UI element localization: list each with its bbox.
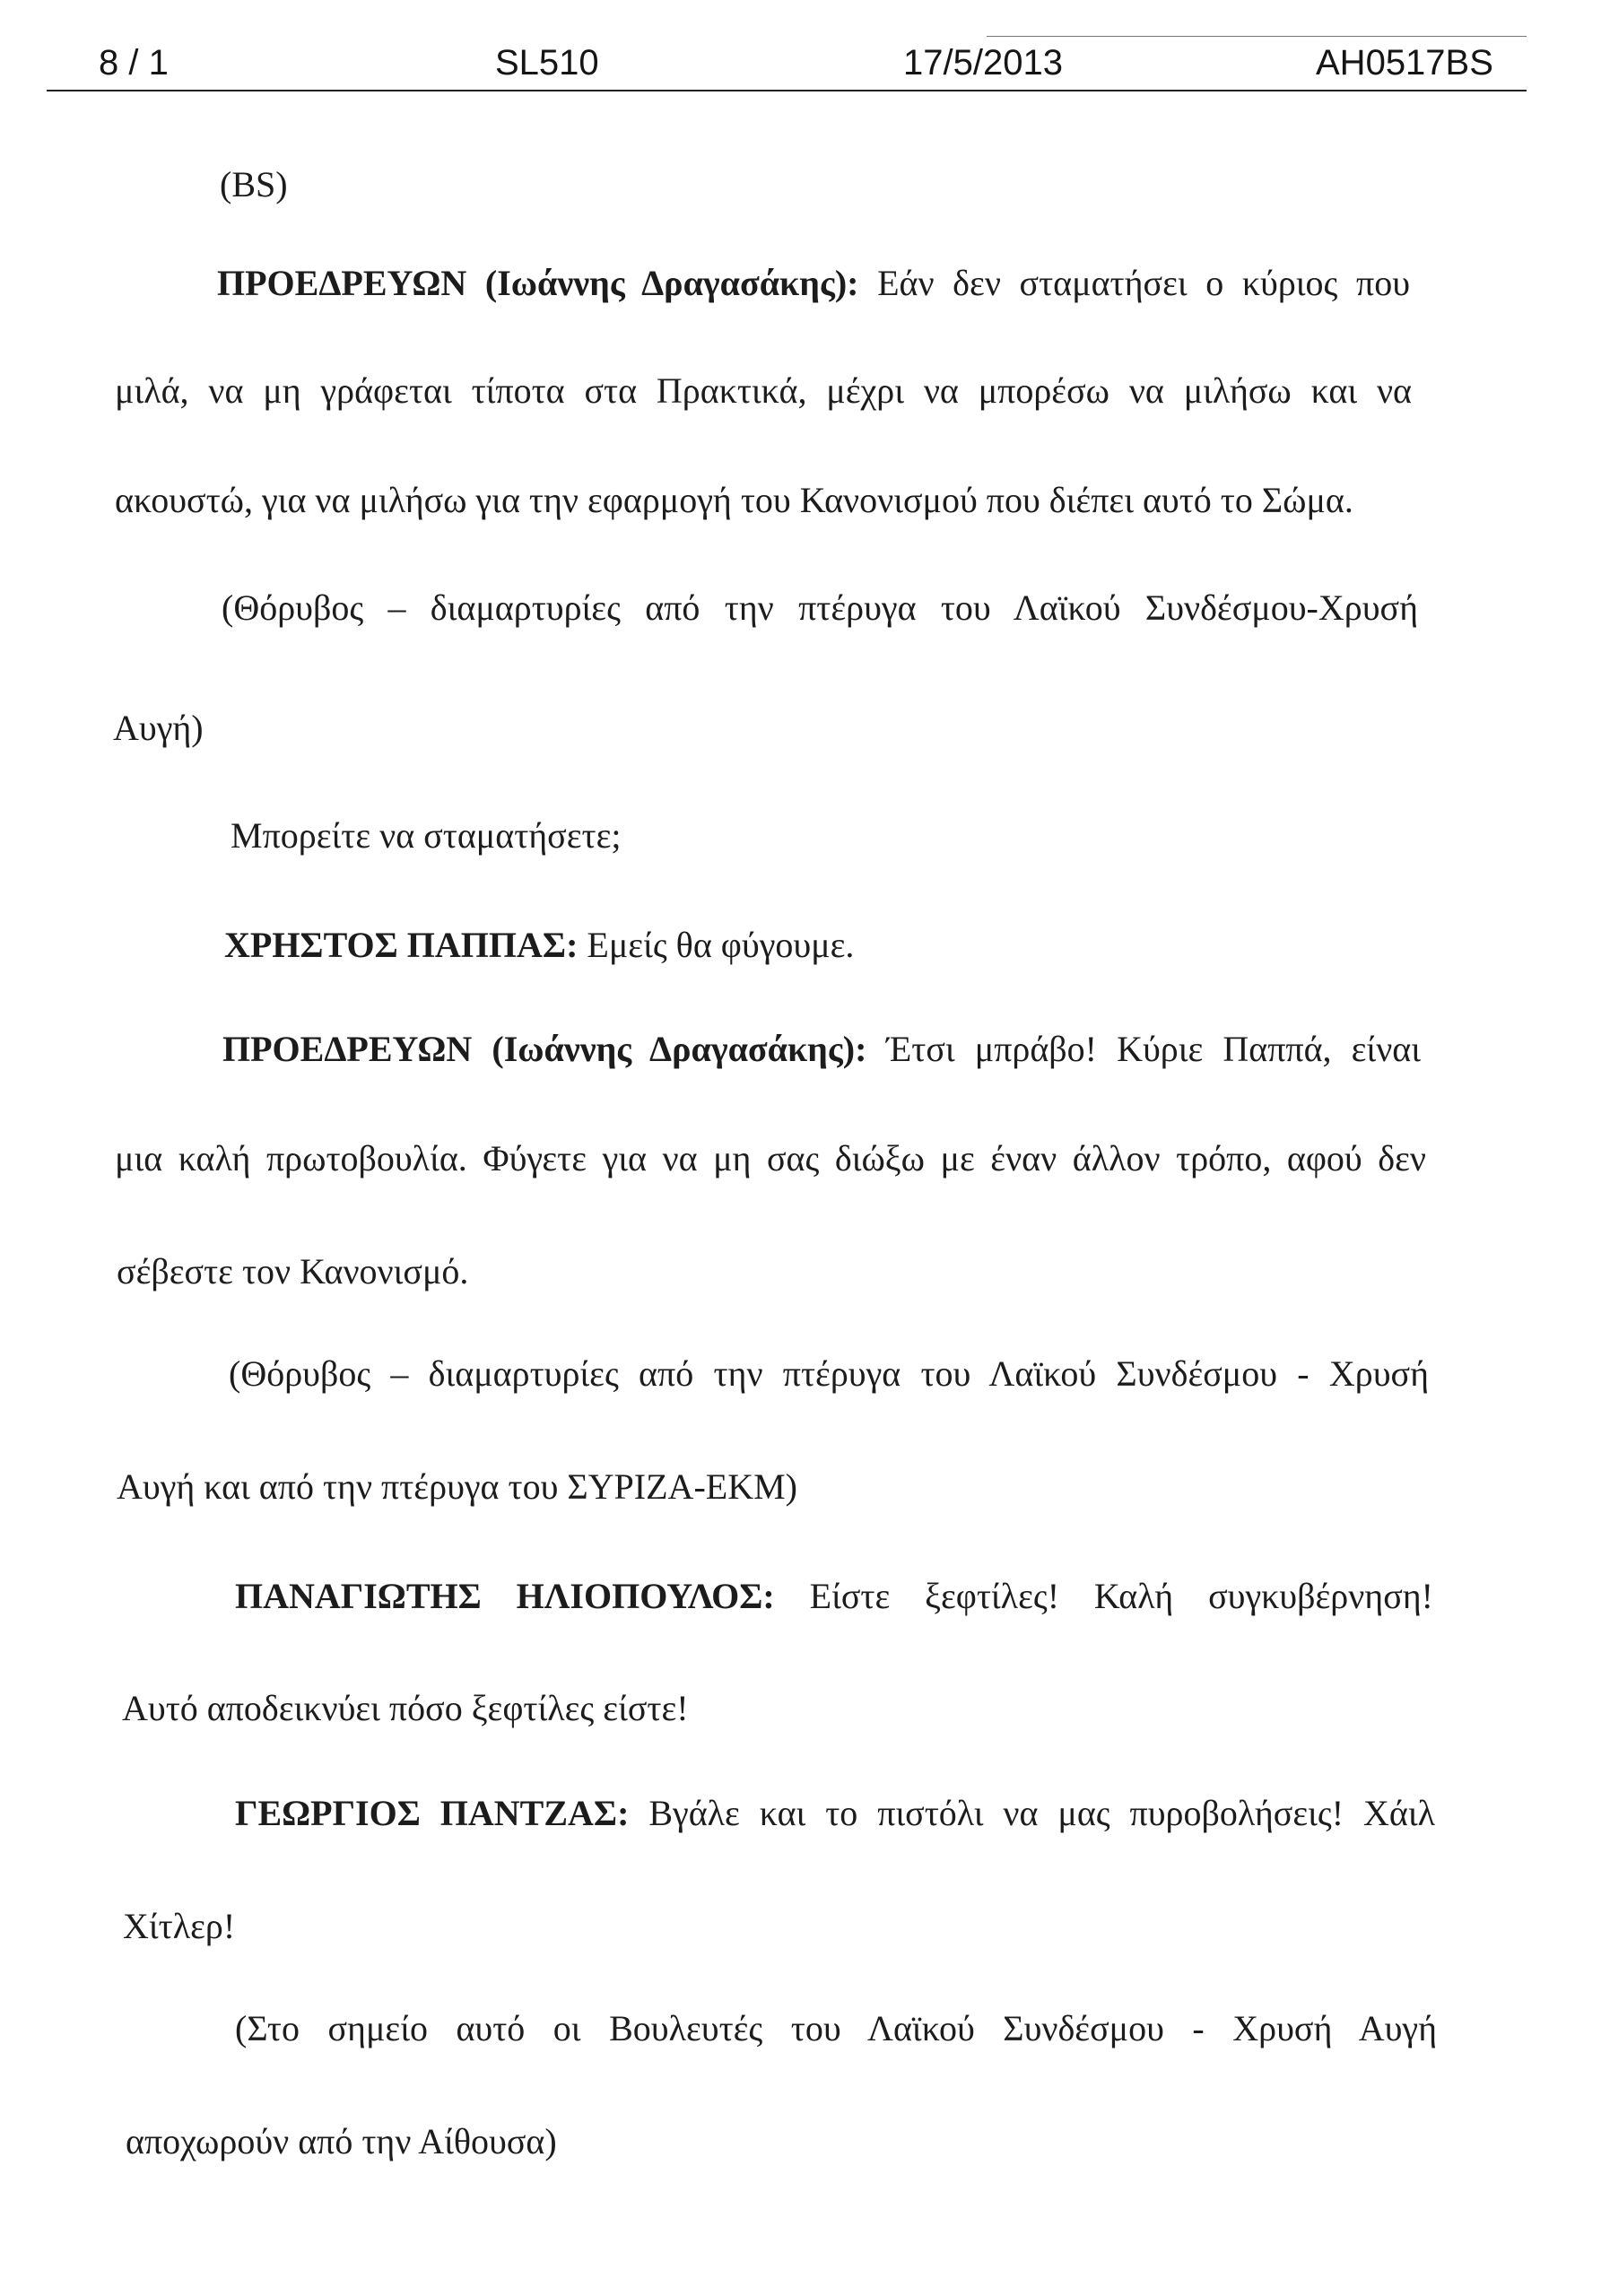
speech-text: Βγάλε και το πιστόλι να μας πυροβολήσεις! Χάιλ — [648, 1793, 1436, 1833]
header-rule — [47, 90, 1527, 91]
speech-text: Εμείς θα φύγουμε. — [587, 925, 855, 965]
speaker-name: ΠΡΟΕΔΡΕΥΩΝ (Ιωάννης Δραγασάκης): — [222, 1029, 867, 1069]
paragraph-line: Αυτό αποδεικνύει πόσο ξεφτίλες είστε! — [122, 1688, 689, 1728]
paragraph-line: Μπορείτε να σταματήσετε; — [231, 815, 622, 856]
header-date: 17/5/2013 — [903, 43, 1063, 83]
page-number: 8 / 1 — [99, 43, 169, 83]
speaker-name: ΓΕΩΡΓΙΟΣ ΠΑΝΤΖΑΣ: — [235, 1793, 630, 1833]
paragraph-line: ακουστώ, για να μιλήσω για την εφαρμογή του Κανονισμού που διέπει αυτό το Σώμα. — [115, 480, 1353, 520]
paragraph-line: σέβεστε τον Κανονισμό. — [117, 1251, 469, 1292]
paragraph-line — [235, 1578, 1433, 1614]
procedural-note-line: (Στο σημείο αυτό οι Βουλευτές του Λαϊκού Συνδέσμου - Χρυσή Αυγή — [235, 2008, 1437, 2048]
paragraph-line — [222, 1031, 1421, 1067]
procedural-note-line: Αυγή) — [113, 708, 204, 748]
paragraph-line — [235, 1793, 1436, 1833]
paragraph-line: Χίτλερ! — [123, 1906, 236, 1946]
procedural-note-line: (Θόρυβος – διαμαρτυρίες από την πτέρυγα του Λαϊκού Συνδέσμου - Χρυσή — [229, 1353, 1429, 1394]
procedural-note-line: (Θόρυβος – διαμαρτυρίες από την πτέρυγα του Λαϊκού Συνδέσμου-Χρυσή — [222, 587, 1418, 628]
speaker-name: ΧΡΗΣΤΟΣ ΠΑΠΠΑΣ: — [224, 925, 579, 965]
paragraph-line: μιλά, να μη γράφεται τίποτα στα Πρακτικά, μέχρι να μπορέσω να μιλήσω και να — [115, 370, 1412, 411]
document-reference: AH0517BS — [1316, 43, 1493, 83]
speech-text: Είστε ξεφτίλες! Καλή συγκυβέρνηση! — [809, 1576, 1434, 1616]
speaker-name: ΠΡΟΕΔΡΕΥΩΝ (Ιωάννης Δραγασάκης): — [217, 263, 859, 303]
paragraph-line — [217, 265, 1410, 301]
session-code: SL510 — [495, 43, 599, 83]
page-header — [47, 36, 1527, 91]
paragraph-line: μια καλή πρωτοβουλία. Φύγετε για να μη σας διώξω με έναν άλλον τρόπο, αφού δεν — [115, 1138, 1426, 1178]
paragraph-line — [224, 927, 854, 963]
section-marker: (BS) — [220, 164, 288, 204]
procedural-note-line: αποχωρούν από την Αίθουσα) — [126, 2121, 557, 2161]
procedural-note-line: Αυγή και από την πτέρυγα του ΣΥΡΙΖΑ-ΕΚΜ) — [117, 1466, 797, 1507]
speech-text: Εάν δεν σταματήσει ο κύριος που — [877, 263, 1410, 303]
speech-text: Έτσι μπράβο! Κύριε Παππά, είναι — [886, 1029, 1422, 1069]
speaker-name: ΠΑΝΑΓΙΩΤΗΣ ΗΛΙΟΠΟΥΛΟΣ: — [235, 1576, 775, 1616]
